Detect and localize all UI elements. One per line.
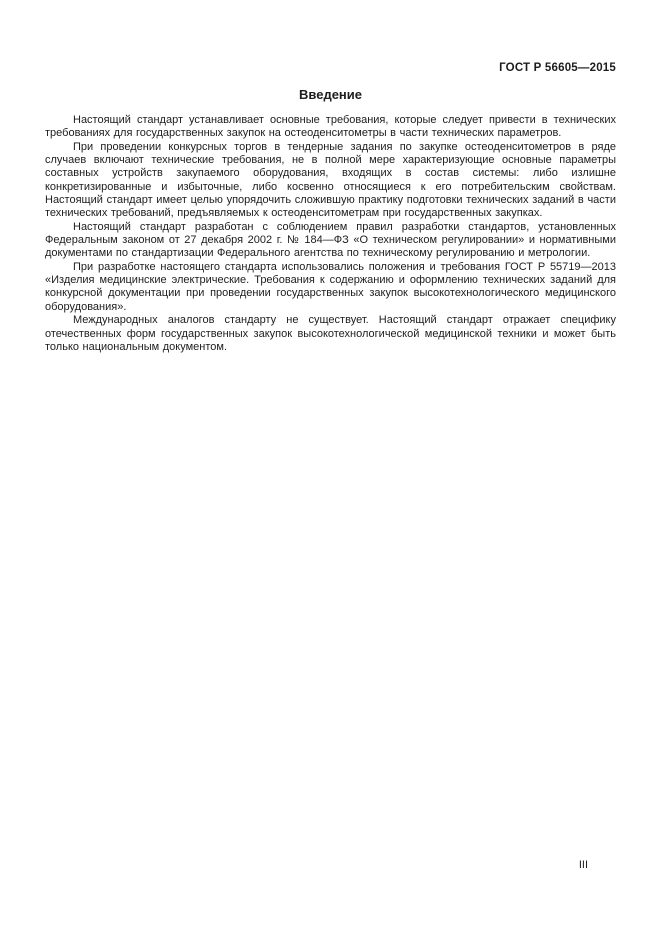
document-code-header: ГОСТ Р 56605—2015 [499, 62, 616, 74]
page-number: III [578, 859, 588, 871]
paragraph-scope: Настоящий стандарт устанавливает основные требования, которые следует привести в технических требованиях для государственных закупок на остеоденситометры в части технических параметров. [45, 114, 616, 140]
paragraph-national-document: Международных аналогов стандарту не существует. Настоящий стандарт отражает специфику отечественных форм государственных закупок высокотехнологической медицинской техники и может быть только национальным документом. [45, 314, 616, 353]
paragraph-tender-practice: При проведении конкурсных торгов в тендерные задания по закупке остеоденситометров в ряде случаев включают технические требования, не в полной мере характеризующие основные параметры составных устройств закупаемого оборудования, входящих в состав системы: либо излишне конкретизированные и избыточные, либо косвенно относящиеся к его потребительским свойствам. Настоящий стандарт имеет целью упорядочить сложившую практику подготовки технических заданий в части технических требований, предъявляемых к остеоденситометрам при государственных закупках. [45, 140, 616, 220]
paragraph-gost-55719: При разработке настоящего стандарта использовались положения и требования ГОСТ Р 55719—2013 «Изделия медицинские электрические. Требования к содержанию и оформлению технических заданий для конкурсной документации при проведении государственных закупок высокотехнологического медицинского оборудования». [45, 260, 616, 313]
paragraph-legal-basis: Настоящий стандарт разработан с соблюдением правил разработки стандартов, установленных Федеральным законом от 27 декабря 2002 г. № 184—ФЗ «О техническом регулировании» и нормативными документами по стандартизации Федерального агентства по техническому регулированию и метрологии. [45, 220, 616, 260]
page-title: Введение [299, 87, 362, 102]
document-body [45, 114, 616, 354]
